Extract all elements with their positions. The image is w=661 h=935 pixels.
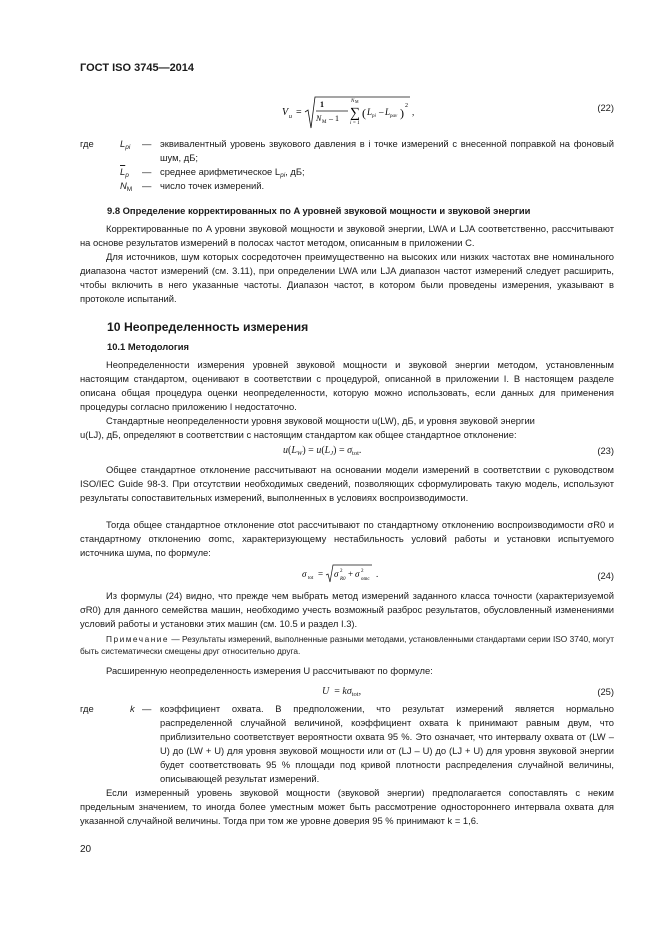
- def-text-k: коэффициент охвата. В предположении, что результат измерений является нормально распределенной случайной величиной, коэффициент охвата k принимают равным двум, что приблизительно соответствует вероятности охвата 95 %. Это означает, что интервалу охвата от (LW – U) до (LW + U) для уровня звуковой мощности или от (LJ – U) до (LJ + U) для уровня звуковой энергии будет соответствовать 95 % площади под кривой плотности распределения случайной величины, описывающей результат измерений.: [160, 703, 614, 784]
- def-dash: —: [142, 166, 152, 177]
- svg-text:=: =: [296, 107, 302, 118]
- equation-25-number: (25): [597, 686, 614, 697]
- note: Примечание — Результаты измерений, выполненные разными методами, установленными стандартами серии ISO 3740, могут быть систематически смещены друг относительно друга.: [80, 634, 615, 656]
- svg-text:σ: σ: [334, 569, 339, 579]
- equation-25: $U = k\sigma_{tot}$,: [322, 686, 362, 698]
- svg-text:N: N: [316, 114, 322, 123]
- svg-text:pi: pi: [372, 114, 376, 119]
- svg-text:L: L: [385, 107, 391, 117]
- svg-text:,: ,: [412, 107, 415, 117]
- note-label: Примечание: [106, 634, 170, 644]
- where-label: где: [80, 138, 94, 149]
- svg-text:L: L: [367, 107, 373, 117]
- svg-text:+: +: [348, 569, 354, 579]
- svg-text:2: 2: [340, 569, 343, 574]
- svg-text:): ): [400, 106, 404, 120]
- paragraph: Если измеренный уровень звуковой мощности (звуковой энергии) предполагается сопоставлять с неким предельным значением, то иногда более уместным может быть рассмотрение одностороннего интервала охвата для указанной случайной величины. Тогда при том же уровне доверия 95 % принимают k = 1,6.: [80, 787, 614, 826]
- paragraph: Стандартные неопределенности уровня звуковой мощности u(LW), дБ, и уровня звуковой энергии: [106, 415, 535, 426]
- page-number: 20: [80, 844, 92, 855]
- equation-22-formula: [280, 94, 420, 132]
- document-header: ГОСТ ISO 3745—2014: [80, 62, 195, 74]
- svg-text:=: =: [318, 569, 324, 579]
- section-10-heading: 10 Неопределенность измерения: [107, 320, 309, 334]
- paragraph: Корректированные по A уровни звуковой мощности и звуковой энергии, LWA и LJA соответственно, рассчитывают на основе результатов измерений в полосах частот методом, описанным в приложении C.: [80, 223, 614, 248]
- svg-text:M: M: [355, 99, 359, 104]
- equation-23-number: (23): [597, 445, 614, 456]
- svg-text:u: u: [289, 114, 292, 120]
- def-text-lpi: эквивалентный уровень звукового давления в i точке измерений c внесенной поправкой на фоновый шум, дБ;: [160, 138, 614, 163]
- def-symbol-lpi: $L_{pi}$: [120, 138, 131, 151]
- equation-24: [302, 562, 382, 591]
- equation-24-formula: [302, 562, 382, 586]
- def-text-lp: среднее арифметическое $L_{pi}$, дБ;: [160, 166, 305, 179]
- svg-text:2: 2: [405, 103, 408, 109]
- where-label: где: [80, 703, 94, 714]
- equation-22: [280, 94, 420, 132]
- def-dash: —: [142, 180, 152, 191]
- svg-text:M: M: [322, 120, 327, 125]
- paragraph: Тогда общее стандартное отклонение σtot рассчитывают по стандартному отклонению воспроизводимости σR0 и стандартному отклонению σomc, характеризующему нестабильность условий работы и установки испытуемого источника шума, по формуле:: [80, 519, 614, 558]
- def-text-nm: число точек измерений.: [160, 180, 265, 191]
- svg-text:σ: σ: [302, 569, 307, 579]
- svg-text:R0: R0: [340, 577, 346, 582]
- def-symbol-nm: $N_M$: [120, 180, 133, 193]
- svg-text:∑: ∑: [350, 106, 360, 121]
- svg-text:.: .: [376, 569, 379, 579]
- svg-text:σ: σ: [355, 569, 360, 579]
- def-dash: —: [142, 703, 152, 714]
- svg-text:pav: pav: [390, 114, 398, 119]
- section-9-8-heading: 9.8 Определение корректированных по A уровней звуковой мощности и звуковой энергии: [107, 205, 531, 216]
- svg-text:i = 1: i = 1: [350, 121, 360, 126]
- def-symbol-k: k: [130, 703, 135, 714]
- paragraph: Неопределенности измерения уровней звуковой мощности и звуковой энергии методом, установленным настоящим стандартом, оценивают в соответствии с процедурой, описанной в приложении I. В настоящем разделе описана общая процедура оценки неопределенности, которую можно использовать, если данных для применения процедуры согласно приложению I недостаточно.: [80, 359, 614, 412]
- svg-text:N: N: [351, 99, 355, 104]
- paragraph: Расширенную неопределенность измерения U рассчитывают по формуле:: [106, 665, 433, 676]
- paragraph: u(LJ), дБ, определяют в соответствии с настоящим стандартом как общее стандартное отклонение:: [80, 429, 517, 440]
- def-dash: —: [142, 138, 152, 149]
- section-10-1-heading: 10.1 Методология: [107, 341, 189, 352]
- svg-text:2: 2: [361, 569, 364, 574]
- equation-22-number: (22): [597, 102, 614, 113]
- svg-text:V: V: [282, 107, 289, 118]
- equation-23: $u(L_W) = u(L_J) = \sigma_{tot}$.: [283, 445, 362, 457]
- svg-text:tot: tot: [308, 576, 314, 581]
- paragraph: Для источников, шум которых сосредоточен преимущественно на высоких или низких частотах вне номинального диапазона частот измерений (см. 3.11), при определении LWA или LJA диапазон частот измерений следует расширить, чтобы включить в него указанные частоты. Диапазон частот, в котором были проведены измерения, указывают в протоколе испытаний.: [80, 251, 614, 304]
- svg-text:–: –: [379, 107, 384, 117]
- paragraph: Из формулы (24) видно, что прежде чем выбрать метод измерений заданного класса точности (характеризуемой σR0) для данного семейства машин, необходимо учесть возможный разброс результатов, обусловленный изменениями условий работы и установки этих машин (см. 10.5 и раздел I.3).: [80, 590, 614, 629]
- svg-text:(: (: [362, 106, 366, 120]
- svg-text:1: 1: [320, 100, 324, 109]
- def-symbol-lp: $\overline{L}_p$: [120, 166, 129, 179]
- paragraph: Общее стандартное отклонение рассчитывают на основании модели измерений в соответствии с руководством ISO/IEC Guide 98-3. При отсутствии необходимых сведений, позволяющих сформулировать такую модель, используют результаты сопоставительных измерений, выполненных в условиях воспроизводимости.: [80, 464, 614, 503]
- svg-text:omc: omc: [361, 577, 370, 582]
- svg-text:– 1: – 1: [329, 114, 339, 123]
- equation-24-number: (24): [597, 570, 614, 581]
